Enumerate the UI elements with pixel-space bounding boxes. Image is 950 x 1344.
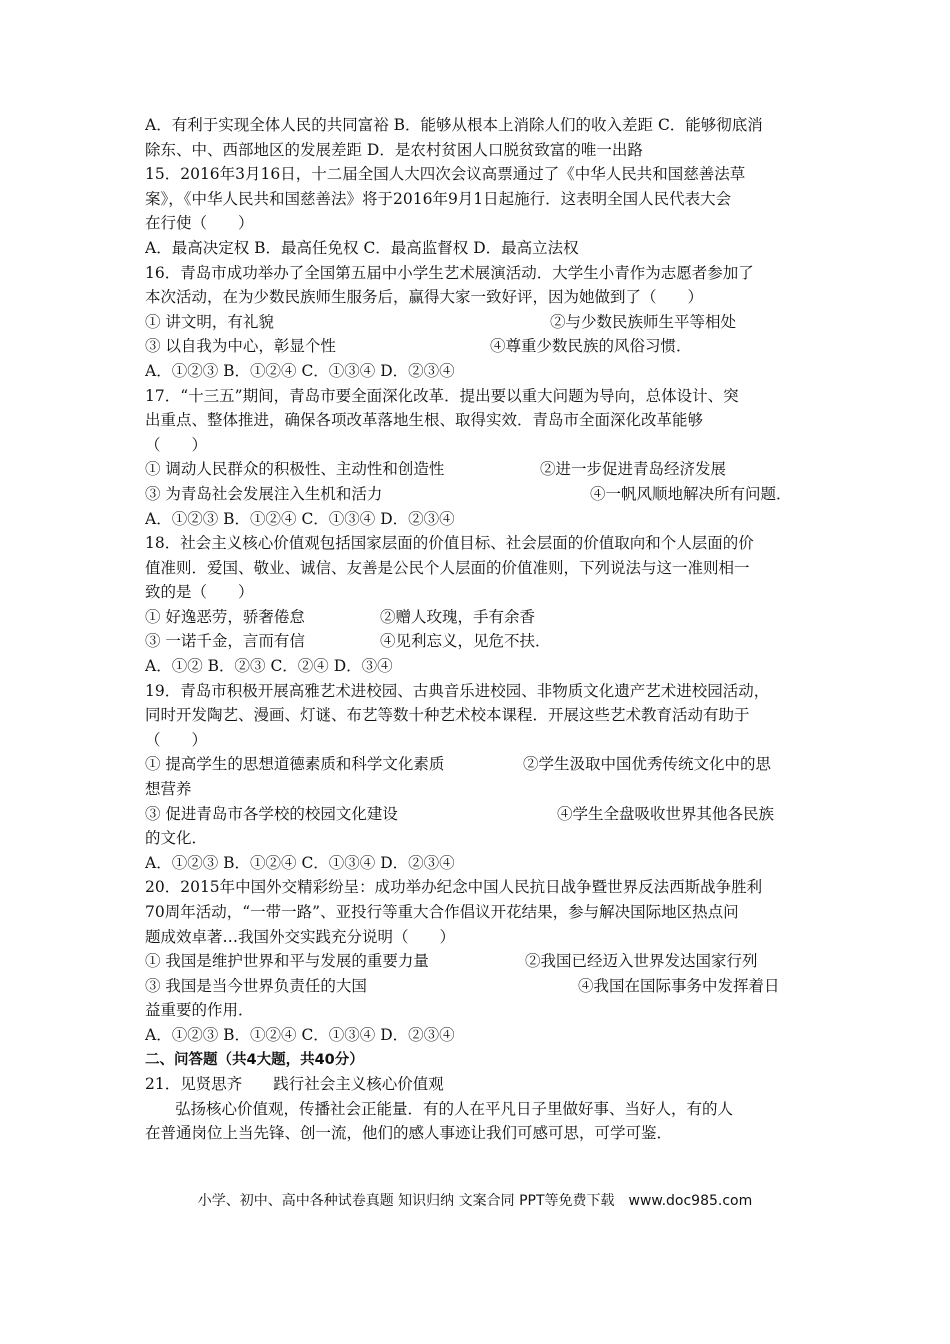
q20-item: ③ 我国是当今世界负责任的大国 [145,976,367,995]
q14-option-line: A．有利于实现全体人民的共同富裕 B．能够从根本上消除人们的收入差距 C．能够彻底消 [145,116,763,134]
q18-item: ④见利忘义，见危不扶． [380,632,551,651]
q17-stem: （ ） [145,435,208,454]
q20-stem: 题成效卓著…我国外交实践充分说明（ ） [145,927,456,946]
q17-item: ③ 为青岛社会发展注入生机和活力 [145,484,383,503]
q20-stem: 20．2015年中国外交精彩纷呈：成功举办纪念中国人民抗日战争暨世界反法西斯战争胜利 [145,878,763,897]
q20-item-row [145,974,815,999]
q21-body: 弘扬核心价值观，传播社会正能量．有的人在平凡日子里做好事、当好人，有的人 [175,1099,734,1118]
q16-item: ④尊重少数民族的风俗习惯． [490,337,692,356]
q20-item: 益重要的作用． [145,1001,254,1020]
q14-option-line: 除东、中、西部地区的发展差距 D．是农村贫困人口脱贫致富的唯一出路 [145,140,643,159]
q19-item: ④学生全盘吸收世界其他各民族 [557,804,775,823]
q17-item: ②进一步促进青岛经济发展 [540,460,727,479]
q19-item: 的文化． [145,829,208,848]
q20-item-row [145,949,815,974]
q18-item: ① 好逸恶劳，骄奢倦怠 [145,607,305,626]
q17-item-row [145,457,815,482]
q19-stem: （ ） [145,730,208,749]
q17-item: ④一帆风顺地解决所有问题． [590,484,792,503]
q18-stem: 值准则．爱国、敬业、诚信、友善是公民个人层面的价值准则，下列说法与这一准则相一 [145,558,750,577]
q18-stem: 18．社会主义核心价值观包括国家层面的价值目标、社会层面的价值取向和个人层面的价 [145,534,754,553]
q15-stem: 在行使（ ） [145,214,254,233]
q17-item: ① 调动人民群众的积极性、主动性和创造性 [145,460,445,479]
q15-stem: 15．2016年3月16日，十二届全国人大四次会议高票通过了《中华人民共和国慈善法草 [145,165,746,184]
q19-item-row [145,802,815,827]
q16-stem: 16．青岛市成功举办了全国第五届中小学生艺术展演活动．大学生小青作为志愿者参加了 [145,263,754,282]
q16-item: ① 讲文明，有礼貌 [145,312,274,331]
q15-stem: 案》，《中华人民共和国慈善法》将于2016年9月1日起施行．这表明全国人民代表大会 [145,189,732,208]
q20-item: ① 我国是维护世界和平与发展的重要力量 [145,952,429,971]
exam-content [145,113,815,1146]
q18-item-row [145,629,815,654]
q16-item: ③ 以自我为中心，彰显个性 [145,337,336,356]
q16-item-row [145,310,815,335]
q19-options: A．①②③ B．①②④ C．①③④ D．②③④ [145,853,455,872]
section-heading: 二、问答题（共4大题，共40分） [145,1051,364,1068]
q20-item: ②我国已经迈入世界发达国家行列 [525,952,758,971]
q19-stem: 19．青岛市积极开展高雅艺术进校园、古典音乐进校园、非物质文化遗产艺术进校园活动， [145,681,770,700]
q18-item: ③ 一诺千金，言而有信 [145,632,305,651]
page-footer: 小学、初中、高中各种试卷真题 知识归纳 文案合同 PPT等免费下载 www.doc985.com [197,1193,753,1209]
q19-item: ③ 促进青岛市各学校的校园文化建设 [145,804,398,823]
q18-item: ②赠人玫瑰，手有余香 [380,607,536,626]
q20-stem: 70周年活动，“一带一路”、亚投行等重大合作倡议开花结果，参与解决国际地区热点问 [145,903,739,921]
q20-item: ④我国在国际事务中发挥着日 [578,976,780,995]
q19-item-row [145,752,815,777]
q16-item: ②与少数民族师生平等相处 [550,312,737,331]
q21-body: 在普通岗位上当先锋、创一流，他们的感人事迹让我们可感可思，可学可鉴． [145,1124,673,1143]
q18-stem: 致的是（ ） [145,583,254,602]
q16-item-row [145,334,815,359]
q18-item-row [145,605,815,630]
q21-title: 21．见贤思齐 践行社会主义核心价值观 [145,1075,444,1094]
q17-item-row [145,482,815,507]
q18-options: A．①② B．②③ C．②④ D．③④ [145,657,393,676]
q19-stem: 同时开发陶艺、漫画、灯谜、布艺等数十种艺术校本课程．开展这些艺术教育活动有助于 [145,706,750,725]
q17-options: A．①②③ B．①②④ C．①③④ D．②③④ [145,509,455,528]
q17-stem: 出重点、整体推进，确保各项改革落地生根、取得实效．青岛市全面深化改革能够 [145,411,704,430]
q19-item: 想营养 [145,780,192,799]
q19-item: ②学生汲取中国优秀传统文化中的思 [523,755,772,774]
q16-stem: 本次活动，在为少数民族师生服务后，赢得大家一致好评，因为她做到了（ ） [145,288,704,307]
q15-options: A．最高决定权 B．最高任免权 C．最高监督权 D．最高立法权 [145,238,579,257]
q16-options: A．①②③ B．①②④ C．①③④ D．②③④ [145,361,455,380]
q17-stem: 17．“十三五”期间，青岛市要全面深化改革．提出要以重大问题为导向，总体设计、突 [145,386,739,405]
q20-options: A．①②③ B．①②④ C．①③④ D．②③④ [145,1025,455,1044]
q19-item: ① 提高学生的思想道德素质和科学文化素质 [145,755,445,774]
